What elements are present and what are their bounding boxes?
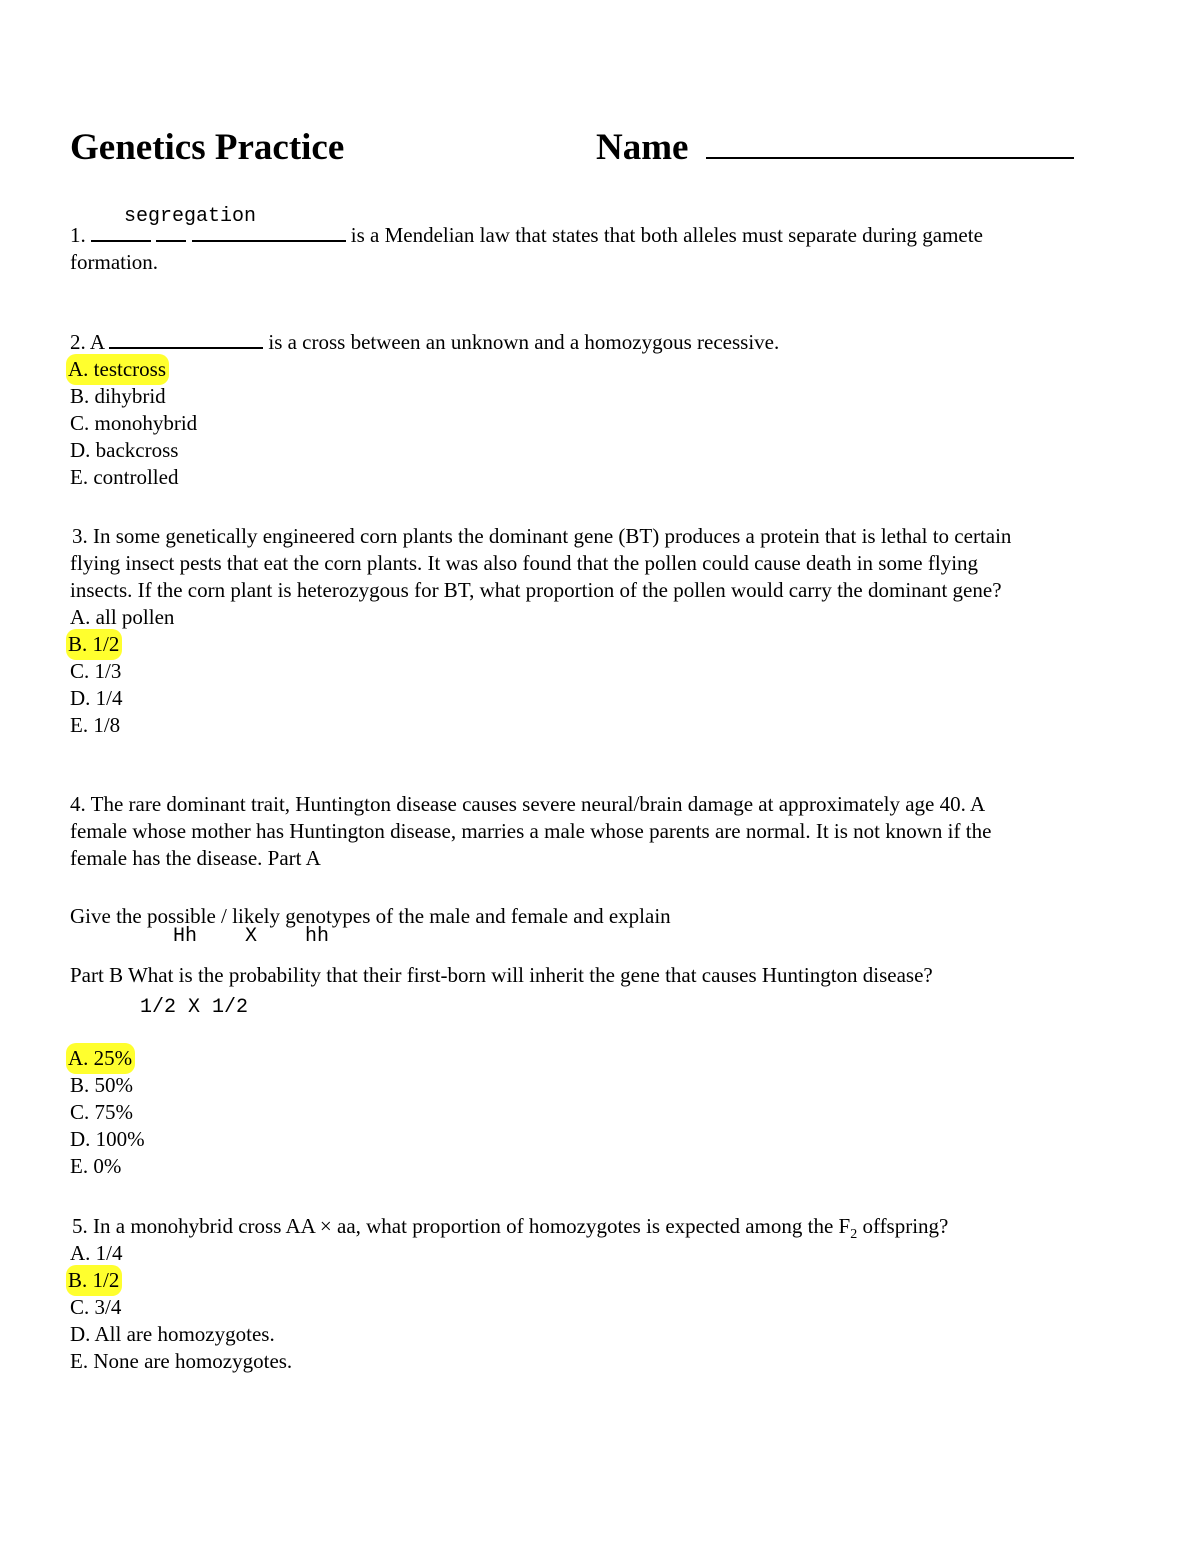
q4-option-e: E. 0% bbox=[70, 1154, 122, 1178]
q4-part-a-answer: Hh X hh bbox=[173, 925, 330, 948]
q1-line-2: formation. bbox=[70, 250, 159, 274]
q1-text: is a Mendelian law that states that both alleles must separate during gamete bbox=[350, 223, 983, 247]
q3-option-b bbox=[70, 631, 122, 657]
q2-prefix: 2. A bbox=[70, 330, 104, 354]
q2-option-c: C. monohybrid bbox=[70, 411, 198, 435]
q2-option-b: B. dihybrid bbox=[70, 384, 166, 408]
q1-line-1 bbox=[70, 222, 983, 248]
q1-blank-1 bbox=[91, 240, 151, 242]
q3-option-b-label: B. 1/2 bbox=[66, 629, 122, 660]
q5-text-end: offspring? bbox=[857, 1214, 949, 1238]
q4-part-b-work: 1/2 X 1/2 bbox=[140, 996, 249, 1019]
q2-option-a-label: A. testcross bbox=[66, 354, 169, 385]
q4-part-b: Part B What is the probability that their first-born will inherit the gene that causes Huntington disease? bbox=[70, 963, 933, 987]
q3-option-d: D. 1/4 bbox=[70, 686, 123, 710]
q4-line-1: 4. The rare dominant trait, Huntington disease causes severe neural/brain damage at approximately age 40. A bbox=[70, 792, 986, 816]
q2-text: is a cross between an unknown and a homozygous recessive. bbox=[268, 330, 780, 354]
q3-option-e: E. 1/8 bbox=[70, 713, 121, 737]
q5-option-a: A. 1/4 bbox=[70, 1241, 123, 1265]
q3-option-c: C. 1/3 bbox=[70, 659, 122, 683]
q1-handwritten-answer: segregation bbox=[124, 205, 257, 228]
q2-option-e: E. controlled bbox=[70, 465, 179, 489]
q5-subscript: 2 bbox=[850, 1227, 858, 1243]
q1-blank-2 bbox=[156, 240, 186, 242]
q1-number: 1. bbox=[70, 223, 86, 247]
q3-line-2: flying insect pests that eat the corn plants. It was also found that the pollen could cause death in some flying bbox=[70, 551, 979, 575]
q3-line-3: insects. If the corn plant is heterozygous for BT, what proportion of the pollen would carry the dominant gene? bbox=[70, 578, 1002, 602]
q5-option-b-label: B. 1/2 bbox=[66, 1265, 122, 1296]
q2-option-a bbox=[70, 356, 169, 382]
q4-part-a: Give the possible / likely genotypes of the male and female and explain bbox=[70, 904, 671, 928]
page-title: Genetics Practice bbox=[70, 127, 345, 168]
q2-blank bbox=[109, 347, 263, 349]
q5-question bbox=[72, 1213, 948, 1248]
q5-option-e: E. None are homozygotes. bbox=[70, 1349, 293, 1373]
q5-option-b bbox=[70, 1267, 122, 1293]
q2-option-d: D. backcross bbox=[70, 438, 179, 462]
q4-option-d: D. 100% bbox=[70, 1127, 145, 1151]
q4-line-2: female whose mother has Huntington disease, marries a male whose parents are normal. It is not known if the bbox=[70, 819, 992, 843]
q2-question bbox=[70, 329, 779, 355]
q5-option-c: C. 3/4 bbox=[70, 1295, 122, 1319]
q5-text: 5. In a monohybrid cross AA × aa, what proportion of homozygotes is expected among the F bbox=[72, 1214, 851, 1238]
q4-option-b: B. 50% bbox=[70, 1073, 133, 1097]
q3-option-a: A. all pollen bbox=[70, 605, 175, 629]
name-blank bbox=[706, 157, 1074, 159]
q5-option-d: D. All are homozygotes. bbox=[70, 1322, 275, 1346]
q4-option-a bbox=[70, 1045, 135, 1071]
q4-option-c: C. 75% bbox=[70, 1100, 133, 1124]
q1-blank-3 bbox=[192, 240, 346, 242]
q3-line-1: 3. In some genetically engineered corn plants the dominant gene (BT) produces a protein that is lethal to certain bbox=[72, 524, 1012, 548]
q4-option-a-label: A. 25% bbox=[66, 1043, 135, 1074]
name-label: Name bbox=[596, 126, 1074, 169]
q4-line-3: female has the disease. Part A bbox=[70, 846, 321, 870]
